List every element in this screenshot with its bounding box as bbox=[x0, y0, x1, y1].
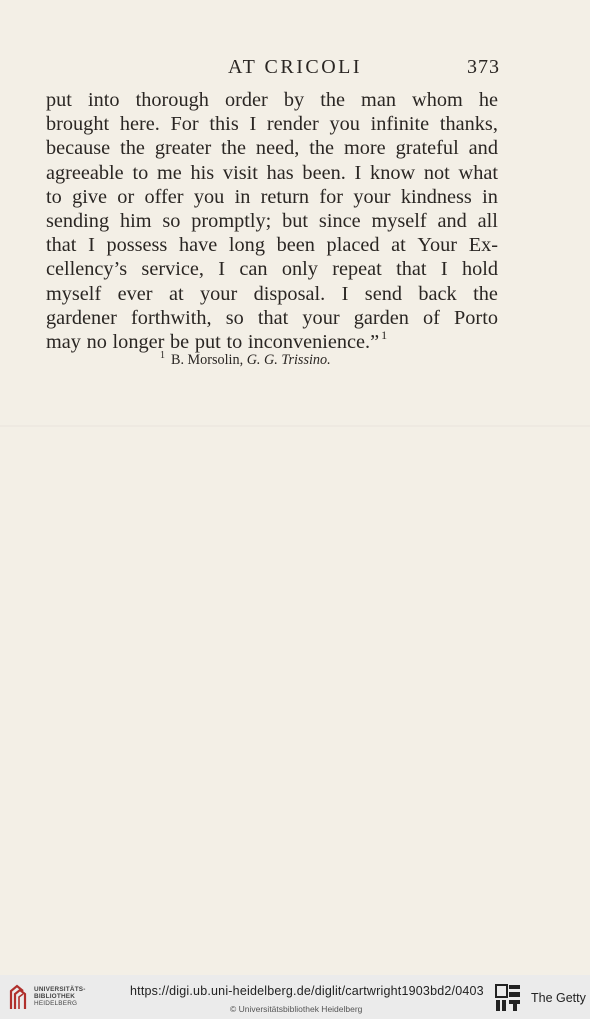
footnote bbox=[160, 352, 331, 369]
word: by bbox=[283, 89, 305, 111]
word: render bbox=[266, 113, 319, 136]
word: for bbox=[319, 185, 344, 208]
word: order bbox=[224, 89, 268, 111]
partner-name: The Getty bbox=[531, 991, 586, 1005]
word: or bbox=[117, 185, 135, 208]
word: the bbox=[221, 137, 246, 160]
word: because bbox=[46, 137, 111, 160]
body-text bbox=[46, 88, 498, 354]
running-title: AT CRICOLI bbox=[227, 56, 363, 78]
word: but bbox=[282, 209, 309, 232]
word: may bbox=[46, 330, 81, 353]
word: be bbox=[170, 330, 190, 353]
text-line bbox=[46, 257, 498, 281]
library-name: UNIVERSITÄTS- BIBLIOTHEK HEIDELBERG bbox=[34, 986, 86, 1007]
word: visit bbox=[222, 161, 258, 184]
copyright-notice: © Universitätsbibliothek Heidelberg bbox=[230, 1004, 363, 1014]
word: brought bbox=[46, 113, 110, 136]
word: this bbox=[209, 113, 239, 136]
word: only bbox=[281, 258, 318, 281]
word: been bbox=[276, 234, 315, 257]
word: all bbox=[477, 209, 498, 232]
word: his bbox=[190, 161, 215, 184]
word: send bbox=[364, 282, 402, 305]
word: the bbox=[309, 137, 335, 160]
word: back bbox=[418, 282, 457, 305]
footnote-title: G. G. Trissino. bbox=[246, 352, 331, 368]
word: I bbox=[218, 258, 226, 281]
text-line bbox=[46, 185, 498, 209]
word: to bbox=[46, 185, 62, 208]
word: Porto bbox=[454, 306, 498, 329]
word: your bbox=[353, 185, 391, 208]
text-line bbox=[46, 136, 498, 160]
word: man bbox=[361, 89, 396, 111]
word: me bbox=[156, 161, 182, 184]
word: into bbox=[88, 89, 120, 111]
footnote-marker: 1 bbox=[160, 350, 165, 361]
word: know bbox=[370, 161, 416, 184]
word: myself bbox=[371, 209, 427, 232]
word: that bbox=[257, 306, 289, 329]
word: and bbox=[437, 209, 467, 232]
word: your bbox=[302, 306, 340, 329]
word: have bbox=[178, 234, 218, 257]
word: cellency’s bbox=[46, 258, 128, 281]
page-number: 373 bbox=[467, 56, 500, 78]
text-line bbox=[46, 161, 498, 185]
word: to bbox=[226, 330, 243, 353]
word: hold bbox=[461, 258, 498, 281]
word: forthwith, bbox=[131, 306, 212, 329]
word: him bbox=[119, 209, 152, 232]
word: your bbox=[200, 282, 238, 305]
word: I bbox=[341, 282, 349, 305]
word: give bbox=[72, 185, 107, 208]
word: service, bbox=[141, 258, 204, 281]
footnote-author: B. Morsolin, bbox=[171, 352, 244, 368]
word: the bbox=[120, 137, 145, 160]
word: thanks, bbox=[439, 113, 498, 136]
word: at bbox=[391, 234, 406, 257]
word: Your bbox=[417, 234, 458, 257]
word: placed bbox=[326, 234, 380, 257]
word: to bbox=[132, 161, 149, 184]
word: of bbox=[423, 306, 440, 329]
footnote-reference: 1 bbox=[381, 327, 388, 342]
word: the bbox=[473, 282, 498, 305]
permalink-url[interactable]: https://digi.ub.uni-heidelberg.de/diglit/cartwright1903bd2/0403 bbox=[130, 984, 484, 998]
word: thorough bbox=[135, 89, 209, 111]
viewer-footer bbox=[0, 975, 590, 1019]
word: I bbox=[88, 234, 95, 257]
word: disposal. bbox=[253, 282, 326, 305]
word: no bbox=[86, 330, 107, 353]
text-line bbox=[46, 88, 498, 112]
word: grateful bbox=[395, 137, 459, 160]
word: sending bbox=[46, 209, 110, 232]
running-head bbox=[0, 56, 590, 84]
word: in bbox=[234, 185, 251, 208]
word: in bbox=[482, 185, 498, 208]
word: and bbox=[468, 137, 498, 160]
word: agreeable bbox=[46, 161, 124, 184]
word: he bbox=[478, 89, 498, 111]
text-line bbox=[46, 209, 498, 233]
text-line bbox=[46, 112, 498, 136]
word: not bbox=[423, 161, 450, 184]
word: I bbox=[249, 113, 257, 136]
word: at bbox=[168, 282, 184, 305]
word: gardener bbox=[46, 306, 117, 329]
word: return bbox=[260, 185, 310, 208]
heidelberg-library-logo-icon bbox=[7, 983, 33, 1011]
word: that bbox=[396, 258, 427, 281]
word: whom bbox=[412, 89, 463, 111]
word: put bbox=[46, 89, 72, 111]
word: been. bbox=[302, 161, 346, 184]
show-through-shadow bbox=[0, 425, 590, 427]
word: can bbox=[239, 258, 268, 281]
word: I bbox=[440, 258, 448, 281]
word: garden bbox=[353, 306, 409, 329]
word: put bbox=[194, 330, 221, 353]
word: that bbox=[46, 234, 77, 257]
word: since bbox=[318, 209, 361, 232]
word: you bbox=[193, 185, 225, 208]
word: so bbox=[162, 209, 181, 232]
word: inconvenience.” $^1$ bbox=[247, 327, 388, 353]
word: offer bbox=[144, 185, 184, 208]
word: possess bbox=[106, 234, 168, 257]
word: has bbox=[266, 161, 294, 184]
getty-logo-icon bbox=[494, 983, 524, 1013]
text-line bbox=[46, 306, 498, 330]
word: so bbox=[225, 306, 244, 329]
word: here. bbox=[119, 113, 160, 136]
word: ever bbox=[117, 282, 153, 305]
word: infinite bbox=[370, 113, 430, 136]
word: kindness bbox=[400, 185, 472, 208]
word: you bbox=[329, 113, 360, 136]
word: the bbox=[320, 89, 345, 111]
word: greater bbox=[154, 137, 212, 160]
word: repeat bbox=[332, 258, 382, 281]
word: I bbox=[354, 161, 362, 184]
text-line bbox=[46, 327, 498, 354]
word: Ex- bbox=[468, 234, 498, 257]
word: longer bbox=[112, 330, 165, 353]
word: myself bbox=[46, 282, 102, 305]
word: more bbox=[344, 137, 386, 160]
word: long bbox=[228, 234, 265, 257]
word: For bbox=[170, 113, 199, 136]
text-line bbox=[46, 282, 498, 306]
word: promptly; bbox=[191, 209, 272, 232]
word: need, bbox=[255, 137, 300, 160]
word: what bbox=[458, 161, 498, 184]
text-line bbox=[46, 233, 498, 257]
